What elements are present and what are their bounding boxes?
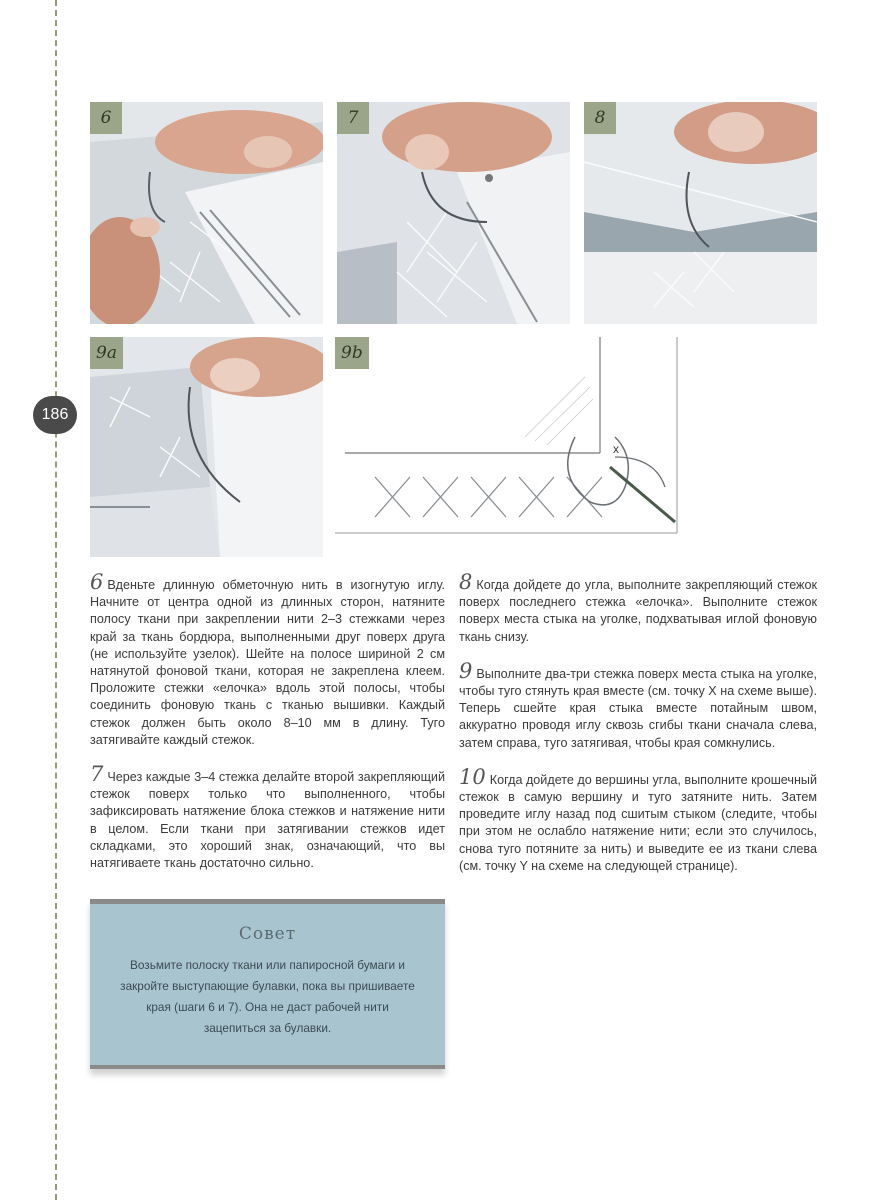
photo-step-7	[337, 102, 570, 324]
photo-step-8-image	[584, 102, 817, 324]
step-text: Через каждые 3–4 стежка делайте второй закрепляющий стежок поверх только что выполненного, чтобы зафиксировать натяжение блока стежков и натяжение нити в целом. Если ткани при затягивании стежков идет складками, это хороший знак, означающий, что вы натягиваете ткань достаточно сильно.	[90, 770, 445, 871]
diagram-step-9b	[335, 337, 695, 557]
photo-step-7-image	[337, 102, 570, 324]
step-number: 7	[90, 762, 104, 787]
text-column-left	[90, 572, 445, 887]
tip-text: Возьмите полоску ткани или папиросной бумаги и закройте выступающие булавки, пока вы пришиваете края (шаги 6 и 7). Она не даст рабочей нити зацепиться за булавки.	[120, 958, 415, 1035]
step-paragraph	[459, 572, 817, 646]
step-paragraph	[459, 658, 817, 752]
step-number: 6	[90, 570, 104, 594]
step-text: Когда дойдете до вершины угла, выполните крошечный стежок в самую вершину и туго затяните нить. Затем проведите иглу назад под сшитым стыком (следите, чтобы при этом не ослабло натяжение нити; если это случилось, снова туго потяните за нить) и выведите ее из ткани слева (см. точку Y на схеме на следующей странице).	[459, 772, 817, 873]
step-number: 10	[459, 764, 486, 789]
photo-label: 9b	[335, 337, 369, 369]
diagram-step-9b-image	[335, 337, 695, 557]
photo-label: 7	[337, 102, 369, 134]
tip-box	[90, 899, 445, 1069]
step-text: Когда дойдете до угла, выполните закрепляющий стежок поверх последнего стежка «елочка». Выполните стежок поверх места стыка на уголке, подхватывая иглой фоновую ткань снизу.	[459, 578, 817, 644]
step-number: 9	[459, 658, 473, 683]
tip-bottom-border	[90, 1065, 445, 1069]
step-text: Вденьте длинную обметочную нить в изогнутую иглу. Начните от центра одной из длинных сторон, натяните полосу ткани при закреплении нити 2–3 стежками через край за ткань бордюра, выполненными друг поверх друга (не используйте узелок). Шейте на полосе шириной 2 см натянутой фоновой ткани, которая не закреплена клеем. Проложите стежки «елочка» вдоль этой полосы, чтобы соединить фоновую ткань с тканью вышивки. Каждый стежок должен быть около 8–10 мм в длину. Туго затягивайте каждый стежок.	[90, 578, 445, 747]
text-column-right	[459, 572, 817, 890]
diagram-marker-x: x	[613, 442, 619, 456]
step-paragraph	[459, 764, 817, 875]
photo-step-9a	[90, 337, 323, 557]
step-text: Выполните два-три стежка поверх места стыка на уголке, чтобы туго стянуть края вместе (см. точку X на схеме выше). Теперь сшейте края стыка вместе потайным швом, аккуратно проводя иглу сквозь сгибы ткани сначала слева, затем справа, туго затягивая, чтобы края сомкнулись.	[459, 666, 817, 750]
photo-step-6-image	[90, 102, 323, 324]
photo-step-6	[90, 102, 323, 324]
photo-label: 9a	[90, 337, 123, 369]
photo-step-8	[584, 102, 817, 324]
step-paragraph	[90, 572, 445, 749]
photo-step-9a-image	[90, 337, 323, 557]
tip-top-border	[90, 899, 445, 904]
tip-title: Совет	[238, 924, 297, 944]
step-paragraph	[90, 764, 445, 872]
photo-label: 6	[90, 102, 122, 134]
photo-label: 8	[584, 102, 616, 134]
step-number: 8	[459, 570, 473, 594]
margin-dashed-line	[55, 0, 57, 1200]
page-number-badge: 186	[33, 396, 77, 434]
